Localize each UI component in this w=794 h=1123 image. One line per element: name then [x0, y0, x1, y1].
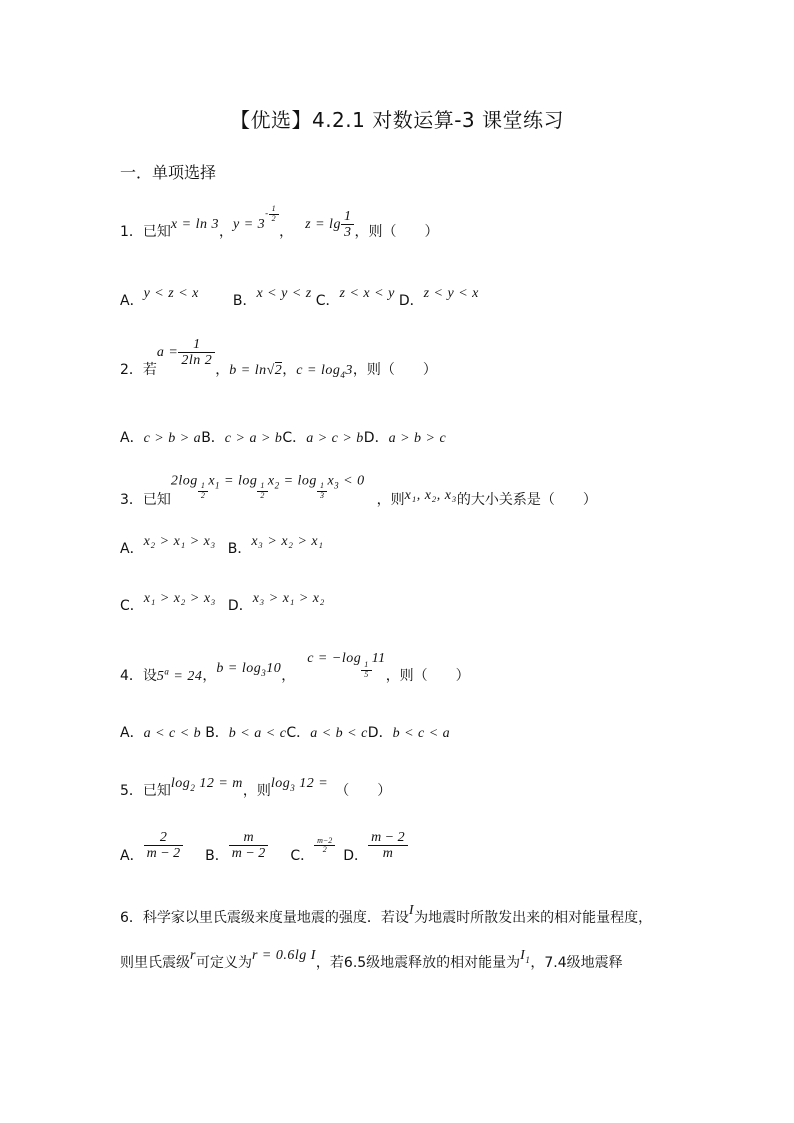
option-text: x₃ > x₁ > x₂	[252, 591, 325, 606]
option-label: A．	[120, 725, 144, 741]
option-text: a > b > c	[388, 431, 447, 446]
option-label: C．	[290, 847, 315, 864]
question-number: 1．已知	[120, 224, 171, 241]
question-tail: （ ）	[328, 783, 392, 799]
option-text: a > c > b	[306, 431, 364, 446]
question-5	[120, 776, 392, 801]
option-text: z < x < y	[339, 286, 395, 301]
option-label: B．	[205, 847, 229, 864]
page-title: 【优选】4.2.1 对数运算-3 课堂练习	[229, 108, 565, 132]
option-text: b < c < a	[392, 726, 451, 741]
option-text: c > b > a	[143, 431, 202, 446]
option-label: D．	[343, 847, 369, 864]
formula-b: b = ln√2	[229, 363, 283, 379]
question-number: 5．已知	[120, 783, 171, 799]
option-label: B．	[205, 725, 229, 741]
question-tail: 的大小关系是（ ）	[456, 492, 597, 508]
question-4-options	[120, 722, 450, 742]
formula-5a: $5^a = 24$	[156, 666, 203, 684]
option-label: C．	[286, 725, 311, 741]
option-label: B．	[201, 430, 225, 446]
var-i: I	[408, 903, 415, 918]
option-label: C．	[282, 430, 307, 446]
question-2-options	[120, 427, 446, 447]
formula-c: $c = \log_43$	[296, 363, 353, 380]
question-3-options-row2	[120, 591, 325, 615]
separator: ，	[218, 224, 233, 241]
question-mid: ，则	[242, 783, 271, 799]
formula-a: a = $\frac{1}{2\ln 2}$	[157, 345, 215, 360]
option-text: x₂ > x₁ > x₃	[143, 534, 216, 549]
option-text: x < y < z	[256, 286, 312, 301]
question-tail: ，则（ ）	[352, 362, 437, 379]
separator: ，	[282, 362, 297, 379]
option-label: A．	[120, 430, 144, 446]
option-text: b < a < c	[228, 726, 287, 741]
question-number: 2．若	[120, 362, 157, 379]
option-fraction: $\frac{m - 2}{m}$	[368, 830, 408, 862]
question-4	[120, 651, 470, 686]
option-label: A．	[120, 541, 144, 557]
sqrt-icon: √	[266, 363, 275, 379]
question-1-options	[120, 286, 479, 310]
question-mid: ，则	[376, 492, 405, 508]
question-tail: ，则（ ）	[354, 224, 439, 241]
option-label: D．	[227, 598, 253, 614]
var-i1: $I_1$	[520, 948, 531, 965]
separator: ，	[202, 668, 217, 684]
option-label: B．	[232, 293, 257, 309]
option-text: x₃ > x₂ > x₁	[251, 534, 324, 549]
question-3-options-row1	[120, 534, 324, 558]
question-number: 4．设	[120, 668, 157, 684]
formula-given: $\log_2 12 = m$	[170, 776, 243, 793]
separator: ，	[215, 362, 230, 379]
var-r: r	[190, 948, 196, 963]
formula-log-chain: 2log $\frac{1}{2}$ $x_1 = \log$ $\frac{1}{2}$ $x_2 = \log$ $\frac{1}{3}$ $x_3 < 0$	[170, 473, 365, 500]
formula-r: r = 0.6lg I	[251, 948, 316, 963]
formula-c: c = −log $\frac{1}{5}$ 11	[307, 651, 386, 680]
option-label: D．	[367, 725, 393, 741]
formula-ask: $\log_3 12$ =	[270, 776, 329, 793]
option-fraction: $\frac{m-2}{2}$	[314, 837, 335, 856]
question-6-line-2: 则里氏震级r可定义为r = 0.6lg I，若6.5级地震释放的相对能量为$I_1$，7.4级地震释	[120, 948, 623, 971]
option-label: A．	[120, 847, 144, 864]
question-5-options	[120, 830, 408, 862]
option-label: A．	[120, 293, 144, 309]
option-label: B．	[227, 541, 252, 557]
separator: ，	[279, 224, 294, 241]
question-6-line-1: 6．科学家以里氏震级来度量地震的强度．若设I为地震时所散发出来的相对能量程度，	[120, 903, 653, 926]
formula-b: $b = \log_310$	[216, 661, 282, 678]
option-label: C．	[315, 293, 340, 309]
option-label: D．	[363, 430, 389, 446]
option-text: a < b < c	[310, 726, 368, 741]
option-fraction: $\frac{2}{m - 2}$	[144, 830, 184, 862]
question-2	[120, 337, 437, 387]
section-heading: 一．单项选择	[120, 163, 217, 182]
question-1	[120, 204, 439, 249]
formula-vars: x₁, x₂, x₃	[404, 488, 457, 503]
option-text: y < z < x	[143, 286, 199, 301]
formula-x: x = ln 3	[170, 217, 219, 233]
formula-z: z = lg $\frac{1}{3}$	[305, 217, 354, 232]
question-3	[120, 472, 597, 508]
option-text: c > a > b	[224, 431, 283, 446]
option-text: x₁ > x₂ > x₃	[143, 591, 216, 606]
option-text: z < y < x	[423, 286, 479, 301]
option-label: D．	[398, 293, 424, 309]
option-fraction: $\frac{m}{m - 2}$	[229, 830, 269, 862]
question-tail: ，则（ ）	[385, 668, 470, 684]
formula-y: $y = 3^{- \frac{1}{2}}$	[233, 217, 279, 232]
option-text: a < c < b	[143, 726, 202, 741]
separator: ，	[281, 668, 296, 684]
question-number: 3．已知	[120, 492, 171, 508]
option-label: C．	[120, 598, 144, 614]
